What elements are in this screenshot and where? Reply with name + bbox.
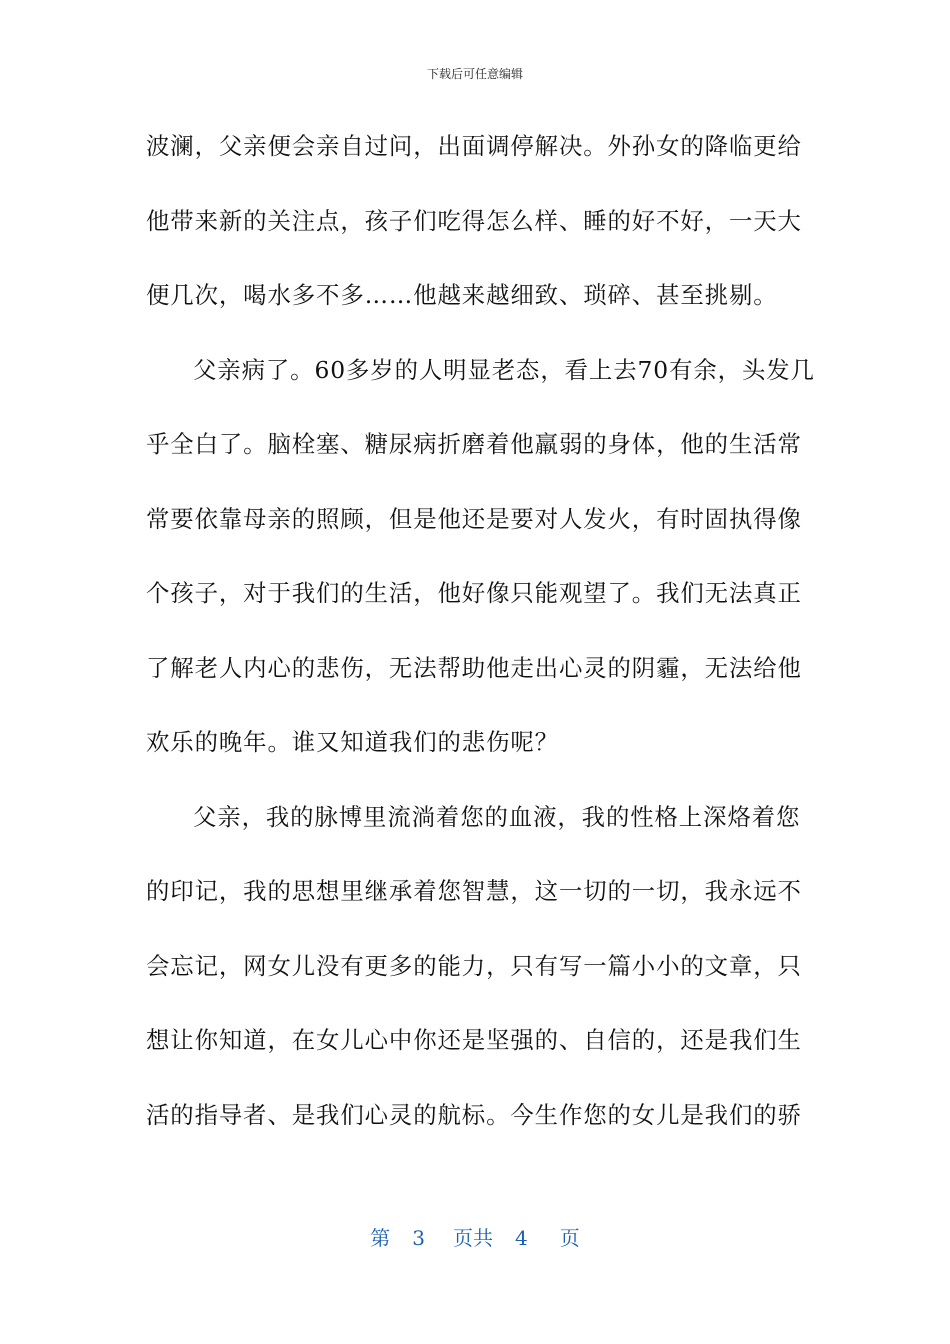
footer-label-page: 第 — [370, 1226, 391, 1250]
text-line: 乎全白了。脑栓塞、糖尿病折磨着他羸弱的身体，他的生活常 — [146, 430, 802, 458]
text-line: 会忘记，网女儿没有更多的能力，只有写一篇小小的文章，只 — [146, 951, 802, 980]
text-line: 的印记，我的思想里继承着您智慧，这一切的一切，我永远不 — [146, 877, 802, 905]
document-body — [146, 123, 818, 1166]
text-line: 想让你知道，在女儿心中你还是坚强的、自信的，还是我们生 — [146, 1026, 802, 1054]
footer-label-end: 页 — [559, 1226, 580, 1250]
footer-label-of: 页共 — [453, 1226, 493, 1250]
text-line: 活的指导者、是我们心灵的航标。今生作您的女儿是我们的骄 — [146, 1100, 802, 1129]
current-page-number: 3 — [412, 1226, 425, 1250]
paragraph-start-line: 父亲病了。60多岁的人明显老态，看上去70有余，头发几 — [193, 355, 815, 384]
text-line: 常要依靠母亲的照顾，但是他还是要对人发火，有时固执得像 — [146, 504, 802, 533]
page-footer — [0, 1226, 950, 1250]
text-line: 个孩子，对于我们的生活，他好像只能观望了。我们无法真正 — [146, 579, 802, 607]
text-line: 波澜，父亲便会亲自过问，出面调停解决。外孙女的降临更给 — [146, 132, 802, 160]
paragraph-start-line: 父亲，我的脉博里流淌着您的血液，我的性格上深烙着您 — [193, 802, 801, 831]
total-pages-number: 4 — [515, 1226, 528, 1250]
text-line: 他带来新的关注点，孩子们吃得怎么样、睡的好不好，一天大 — [146, 206, 802, 235]
text-line: 欢乐的晚年。谁又知道我们的悲伤呢？ — [146, 728, 559, 756]
text-line: 便几次，喝水多不多……他越来越细致、琐碎、甚至挑剔。 — [146, 281, 778, 309]
page-header: 下载后可任意编辑 — [426, 67, 523, 81]
text-line: 了解老人内心的悲伤，无法帮助他走出心灵的阴霾，无法给他 — [146, 653, 802, 682]
